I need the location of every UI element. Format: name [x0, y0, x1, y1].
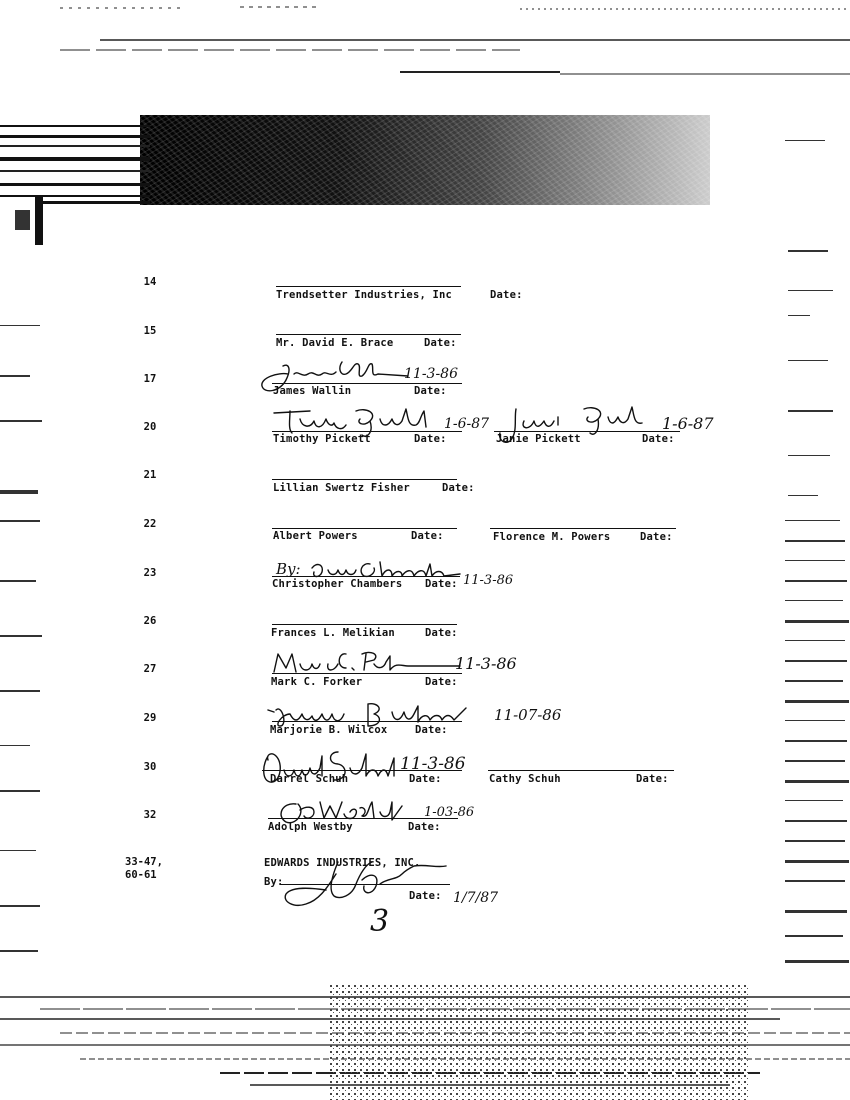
party-name-wilcox: Marjorie B. Wilcox: [270, 724, 388, 736]
date-label: Date:: [640, 531, 673, 543]
party-name-cathy-schuh: Cathy Schuh: [489, 773, 561, 785]
handwritten-date: 11-3-86: [400, 754, 466, 774]
signature-james-wallin: [258, 358, 418, 398]
row-number-17: 17: [143, 373, 157, 385]
row-number-20: 20: [143, 421, 157, 433]
party-name-wallin: James Wallin: [273, 385, 352, 397]
party-name-trendsetter: Trendsetter Industries, Inc: [276, 289, 453, 301]
scan-noise-header: [140, 115, 710, 205]
signature-darrel-schuh: [258, 748, 408, 788]
date-label: Date:: [642, 433, 675, 445]
handwritten-by-label: By:: [276, 560, 301, 578]
row-number-23: 23: [143, 567, 157, 579]
signature-line: [276, 334, 461, 335]
signature-line: [272, 528, 457, 529]
handwritten-date: 11-3-86: [404, 366, 458, 382]
row-number-32: 32: [143, 809, 157, 821]
page-number: 3: [370, 904, 390, 939]
date-label: Date:: [408, 821, 441, 833]
party-name-albert-powers: Albert Powers: [273, 530, 358, 542]
row-number-22: 22: [143, 518, 157, 530]
party-name-westby: Adolph Westby: [268, 821, 353, 833]
signature-marjorie-wilcox: [262, 700, 482, 732]
scan-noise-left-edge: [0, 250, 45, 990]
scan-noise-bottom: [0, 985, 850, 1100]
signature-timothy-pickett: [270, 405, 450, 441]
party-name-florence-powers: Florence M. Powers: [493, 531, 611, 543]
row-number-14: 14: [143, 276, 157, 288]
date-label: Date:: [425, 676, 458, 688]
handwritten-date: 11-3-86: [463, 573, 514, 588]
signature-mark-c-forker: [270, 646, 470, 680]
party-name-edwards: EDWARDS INDUSTRIES, INC.: [264, 857, 421, 869]
signature-line: [272, 479, 457, 480]
party-name-forker: Mark C. Forker: [271, 676, 363, 688]
by-label: By:: [264, 876, 284, 888]
row-number-30: 30: [143, 761, 157, 773]
signature-adolph-westby: [276, 796, 416, 828]
date-label: Date:: [425, 627, 458, 639]
signature-christopher-chambers: [308, 558, 468, 586]
date-label: Date:: [409, 890, 442, 902]
signature-line: [490, 528, 676, 529]
handwritten-date: 1-6-87: [444, 416, 490, 432]
row-number-33-47: 33-47, 60-61: [125, 856, 163, 881]
row-number-29: 29: [143, 712, 157, 724]
party-name-timothy-pickett: Timothy Pickett: [273, 433, 371, 445]
row-number-26: 26: [143, 615, 157, 627]
handwritten-date: 1-03-86: [424, 805, 475, 820]
date-label: Date:: [409, 773, 442, 785]
scan-noise-left-bar: [0, 115, 150, 245]
signature-line: [488, 770, 674, 771]
date-label: Date:: [424, 337, 457, 349]
date-label: Date:: [425, 578, 458, 590]
signature-line: [272, 624, 457, 625]
party-name-darrel-schuh: Darrel Schuh: [270, 773, 349, 785]
scan-noise-top: [0, 0, 850, 90]
date-label: Date:: [442, 482, 475, 494]
handwritten-date: 11-07-86: [494, 706, 562, 724]
date-label: Date:: [415, 724, 448, 736]
row-number-27: 27: [143, 663, 157, 675]
row-number-15: 15: [143, 325, 157, 337]
signature-line: [276, 286, 461, 287]
party-name-chambers: Christopher Chambers: [272, 578, 403, 590]
date-label: Date:: [490, 289, 523, 301]
handwritten-date: 1/7/87: [453, 890, 499, 906]
party-name-janie-pickett: Janie Pickett: [496, 433, 581, 445]
scan-noise-right-edge: [770, 120, 850, 990]
handwritten-date: 11-3-86: [455, 654, 517, 673]
party-name-fisher: Lillian Swertz Fisher: [273, 482, 410, 494]
row-number-21: 21: [143, 469, 157, 481]
date-label: Date:: [414, 385, 447, 397]
handwritten-date: 1-6-87: [662, 414, 714, 433]
signature-janie-pickett: [494, 403, 664, 443]
date-label: Date:: [414, 433, 447, 445]
party-name-melikian: Frances L. Melikian: [271, 627, 395, 639]
date-label: Date:: [636, 773, 669, 785]
party-name-brace: Mr. David E. Brace: [276, 337, 394, 349]
date-label: Date:: [411, 530, 444, 542]
